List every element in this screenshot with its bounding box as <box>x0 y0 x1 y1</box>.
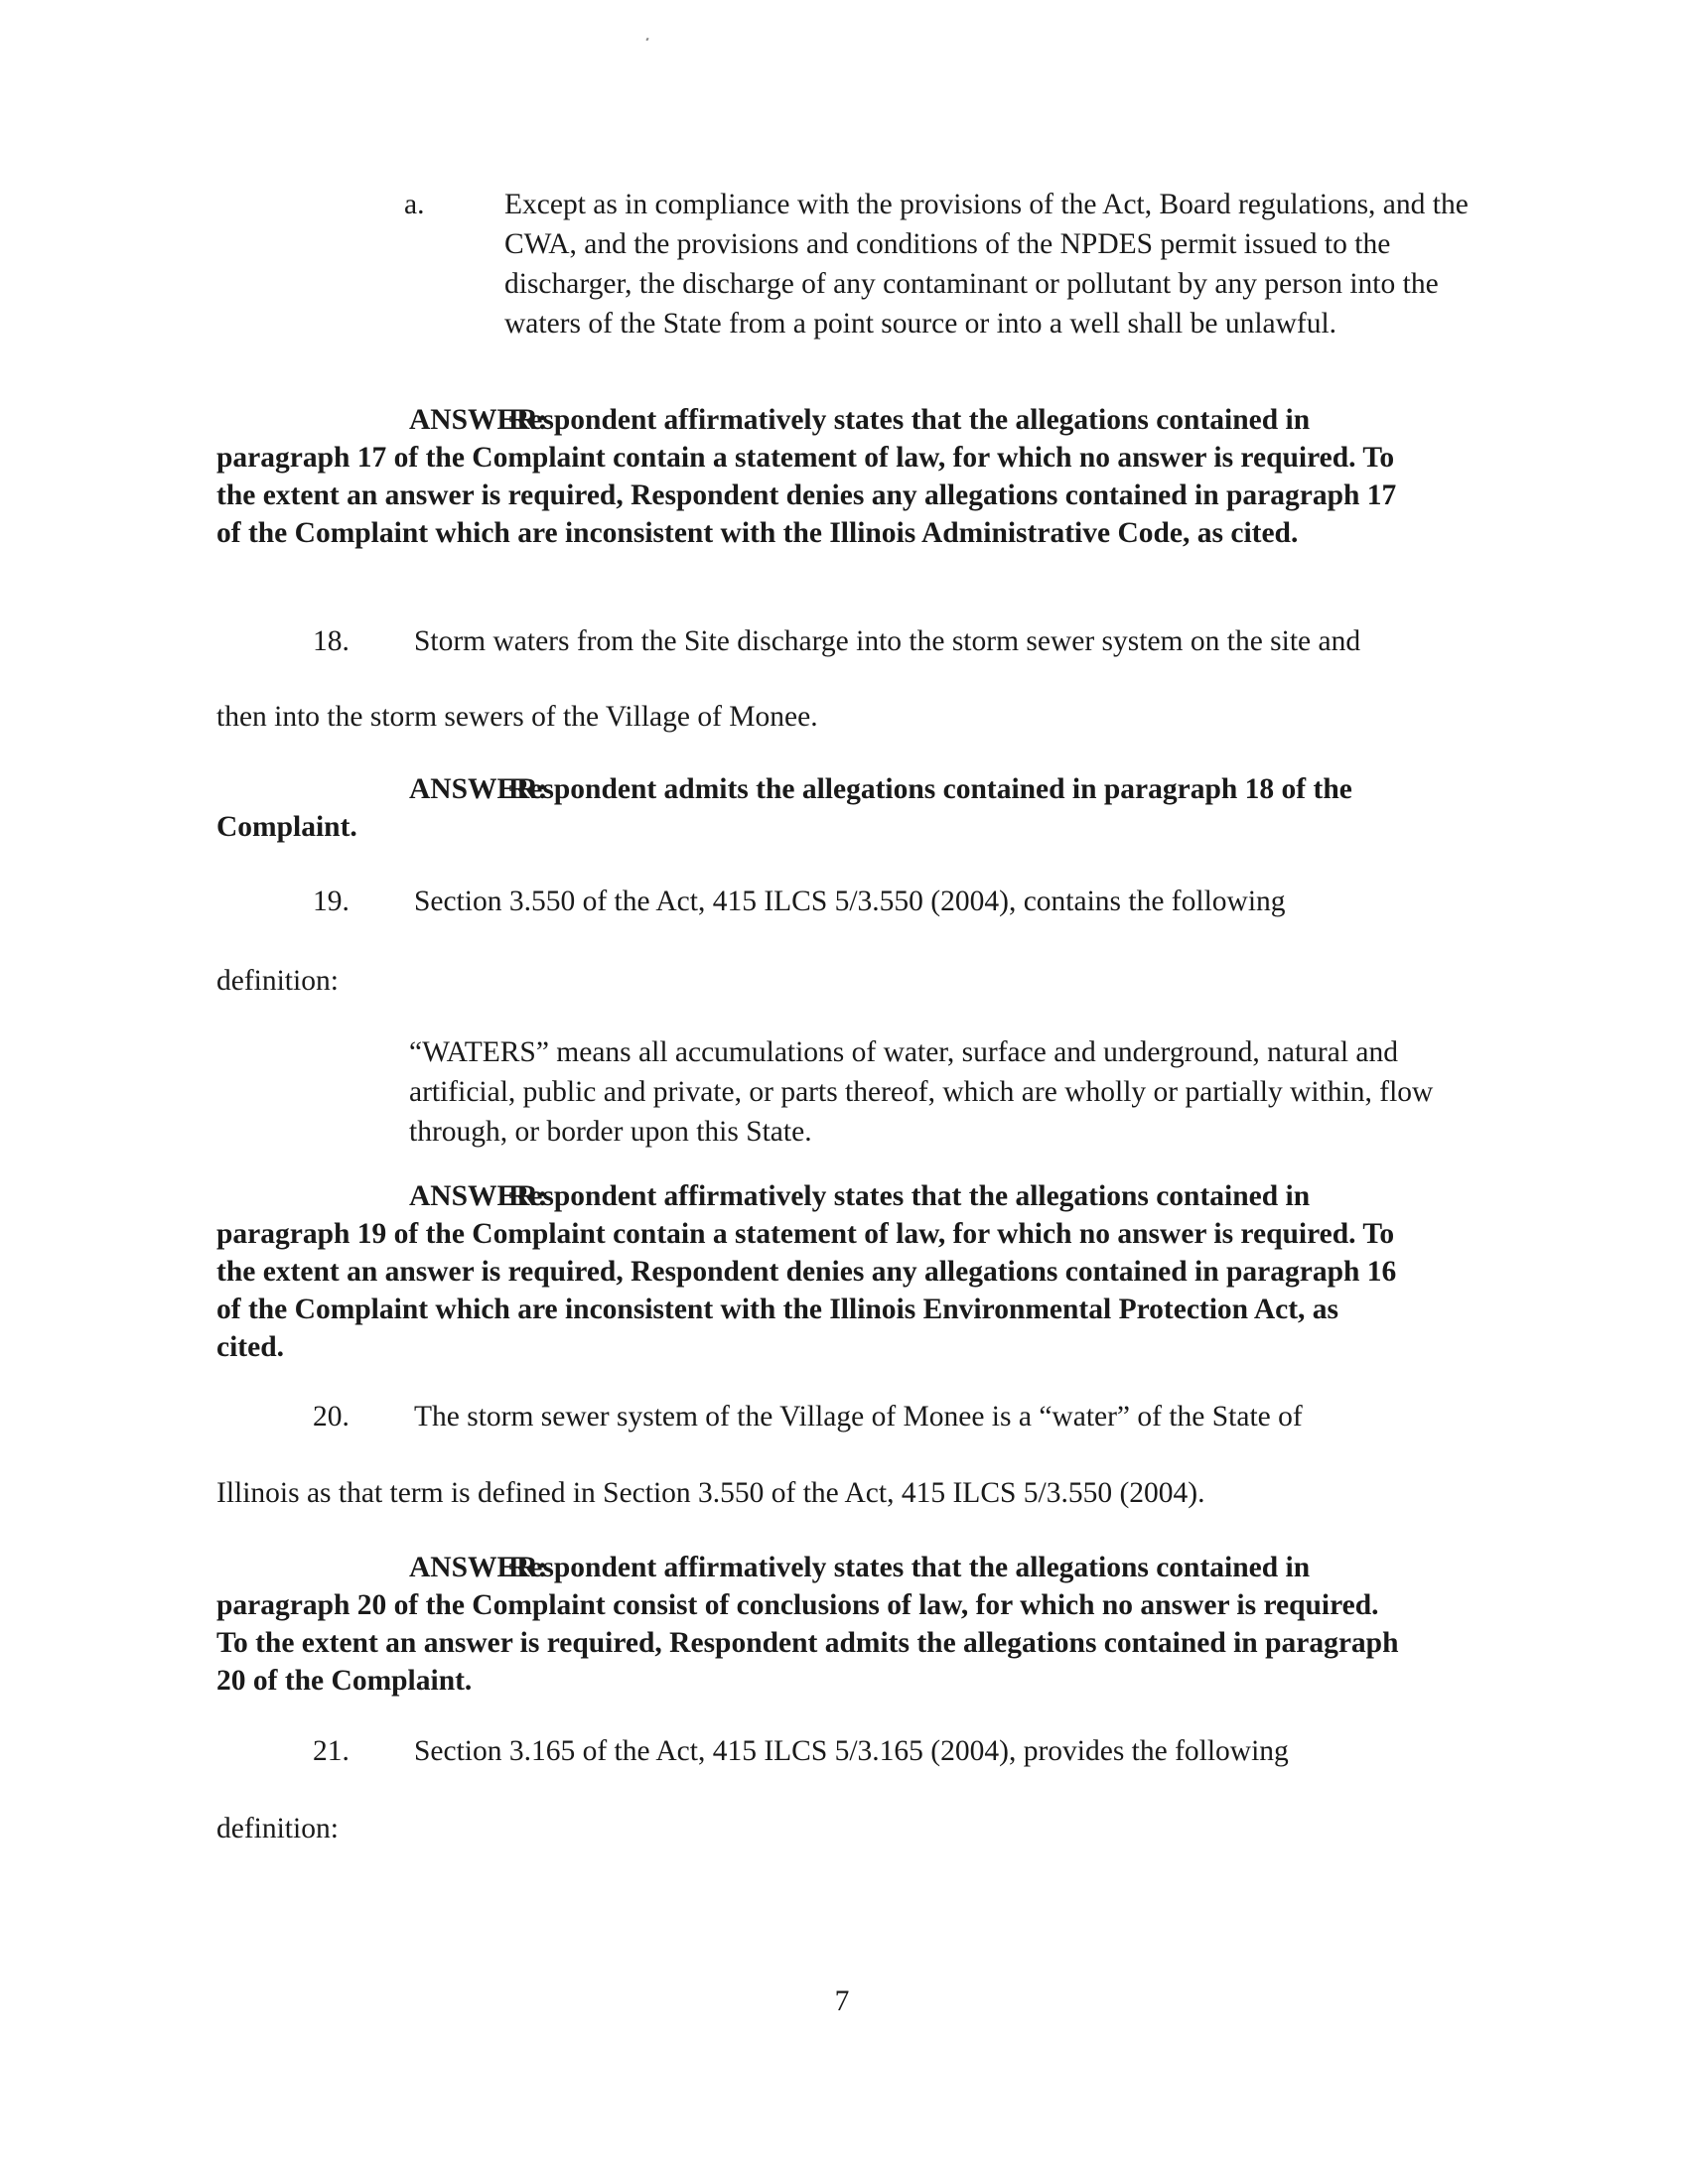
item-a-text: Except as in compliance with the provisions of the Act, Board regulations, and the CWA, and the provisions and conditions of the NPDES permit issued to the discharger, the discharge of any contaminant or pollutant by any person into the waters of the State from a point source or into a well shall be unlawful. <box>504 189 1469 340</box>
para-20-line1 <box>313 1397 1504 1436</box>
para-19-quote: “WATERS” means all accumulations of water, surface and underground, natural and artificial, public and private, or parts thereof, which are wholly or partially within, flow through, or border upon this State. <box>409 1036 1434 1148</box>
answer-19-text: Respondent affirmatively states that the allegations contained in paragraph 19 of the Complaint contain a statement of law, for which no answer is required. To the extent an answer is required, Respondent denies any allegations contained in paragraph 16 of the Complaint which are inconsistent with the Illinois Environmental Protection Act, as cited. <box>216 1180 1397 1363</box>
answer-18 <box>216 770 1408 846</box>
answer-19-label: ANSWER: <box>409 1180 548 1212</box>
para-21-line2: definition: <box>216 1813 339 1844</box>
para-18-line2: then into the storm sewers of the Village of Monee. <box>216 701 818 733</box>
para-18-line1 <box>313 621 1504 661</box>
answer-17-label: ANSWER: <box>409 404 548 436</box>
scan-speck <box>645 38 648 42</box>
para-18-line1-text: Storm waters from the Site discharge into the storm sewer system on the site and <box>414 625 1361 657</box>
page-number: 7 <box>834 1985 850 2017</box>
answer-20-label: ANSWER: <box>409 1552 548 1583</box>
para-21-line1 <box>313 1731 1504 1771</box>
para-18-number: 18. <box>313 625 350 657</box>
item-a-marker: a. <box>404 189 425 220</box>
para-21-number: 21. <box>313 1735 350 1767</box>
para-19-line1-text: Section 3.550 of the Act, 415 ILCS 5/3.550 (2004), contains the following <box>414 886 1286 917</box>
answer-20-text: Respondent affirmatively states that the allegations contained in paragraph 20 of the Complaint consist of conclusions of law, for which no answer is required. To the extent an answer is required, Respondent admits the allegations contained in paragraph 20 of the Complaint. <box>216 1552 1399 1697</box>
answer-19 <box>216 1177 1408 1366</box>
para-19-line2: definition: <box>216 965 339 997</box>
para-20-line2: Illinois as that term is defined in Section 3.550 of the Act, 415 ILCS 5/3.550 (2004). <box>216 1477 1205 1509</box>
answer-18-label: ANSWER: <box>409 773 548 805</box>
para-20-number: 20. <box>313 1401 350 1433</box>
answer-17 <box>216 401 1408 552</box>
answer-18-text: Respondent admits the allegations contained in paragraph 18 of the Complaint. <box>216 773 1352 843</box>
para-21-line1-text: Section 3.165 of the Act, 415 ILCS 5/3.165 (2004), provides the following <box>414 1735 1289 1767</box>
answer-20 <box>216 1549 1408 1700</box>
para-19-number: 19. <box>313 886 350 917</box>
para-19-line1 <box>313 882 1504 921</box>
answer-17-text: Respondent affirmatively states that the allegations contained in paragraph 17 of the Complaint contain a statement of law, for which no answer is required. To the extent an answer is required, Respondent denies any allegations contained in paragraph 17 of the Complaint which are inconsistent with the Illinois Administrative Code, as cited. <box>216 404 1397 549</box>
para-20-line1-text: The storm sewer system of the Village of Monee is a “water” of the State of <box>414 1401 1303 1433</box>
